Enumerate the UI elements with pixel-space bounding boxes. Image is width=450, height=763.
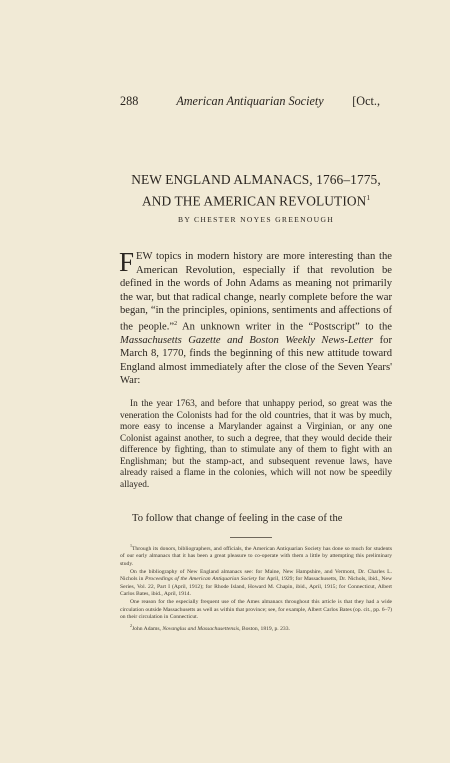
footnote-2 — [120, 622, 392, 633]
footnote-1-text-b: On the bibliography of New England almanacs see: for Maine, New Hampshire, and Vermont, Dr. Charles L. Nichols in — [120, 568, 392, 583]
block-quotation: In the year 1763, and before that unhappy period, so great was the veneration the Colonists had for the old countries, that it was by much, more easy to incense a Marylander against a Virginian, or any one Colonist against another, to such a degree, that they would decide their difference by fighting, than to stimulate any of them to fight with an Englishman; but the stamp-act, and subsequent revenue laws, have already raised a flame in the colonies, which will not now be speedily allayed. — [120, 399, 392, 490]
footnote-2-text-b: , Boston, 1819, p. 233. — [239, 625, 290, 632]
newspaper-title: Massachusetts Gazette and Boston Weekly News-Letter — [120, 334, 374, 346]
byline: BY CHESTER NOYES GREENOUGH — [177, 215, 335, 224]
footnote-1-text-d: One reason for the especially frequent use of the Ames almanacs throughout this article is that they had a wide circulation outside Massachusetts as well as within that province; see, for example, Albert Carlos Bates (op. cit., pp. 6–7) on their circulation in Connecticut. — [120, 599, 392, 621]
paragraph-2: To follow that change of feeling in the case of the — [132, 513, 343, 524]
footnote-2-text-a: John Adams, — [132, 625, 163, 632]
footnote-2-book-title: Novanglus and Massachusettensis — [162, 625, 240, 632]
page-number: 288 — [120, 94, 139, 108]
drop-cap: F — [119, 247, 135, 277]
footnote-1-text-c: for April, 1929; for Massachusetts, Dr. Nichols, ibid., New Series, Vol. 22, Part I (April, 1912); for Rhode Island, Howard M. Chapin, ibid., April, 1915; for Connecticut, Albert Carlos Bates, ibid., April, 1914. — [120, 576, 392, 598]
footnotes — [120, 542, 392, 633]
footnote-1 — [120, 542, 392, 569]
title-line-1: NEW ENGLAND ALMANACS, 1766–1775, — [131, 172, 381, 187]
footnote-1-ames — [120, 599, 392, 622]
footnote-1-marker: 1 — [130, 543, 132, 548]
paragraph-1-text-b: An unknown writer in the “Postscript” to the — [177, 321, 392, 333]
footnote-divider — [230, 537, 272, 538]
journal-title: American Antiquarian Society — [176, 94, 324, 108]
paragraph-1 — [119, 247, 392, 388]
title-note-marker: 1 — [366, 194, 371, 202]
article-title — [120, 170, 392, 210]
paragraph-1-text-c: for March 8, 1770, finds the beginning of this new attitude toward England almost immediately after the close of the Seven Years' War: — [120, 334, 392, 387]
footnote-2-marker: 2 — [130, 622, 132, 628]
paragraph-1-text-a: EW topics in modern history are more interesting than the American Revolution, especially if that revolution be defined in the words of John Adams as meaning not primarily the war, but that radical change, nearly complete before the war began, “in the principles, opinions, sentiments and affections of the people.” — [120, 251, 392, 333]
running-head-month: [Oct., — [352, 94, 380, 108]
footnote-1-proceedings: Proceedings of the American Antiquarian Society — [145, 576, 257, 583]
paragraph-1-note-marker: 2 — [174, 320, 178, 327]
footnote-1-text-a: Through its donors, bibliographers, and officials, the American Antiquarian Society has done so much for students of our early almanacs that it has been a great pleasure to co-operate with them a little by attempting this preliminary study. — [120, 545, 392, 568]
running-head — [120, 94, 380, 110]
title-line-2: AND THE AMERICAN REVOLUTION — [141, 193, 367, 209]
footnote-1-bibliography — [120, 569, 392, 599]
